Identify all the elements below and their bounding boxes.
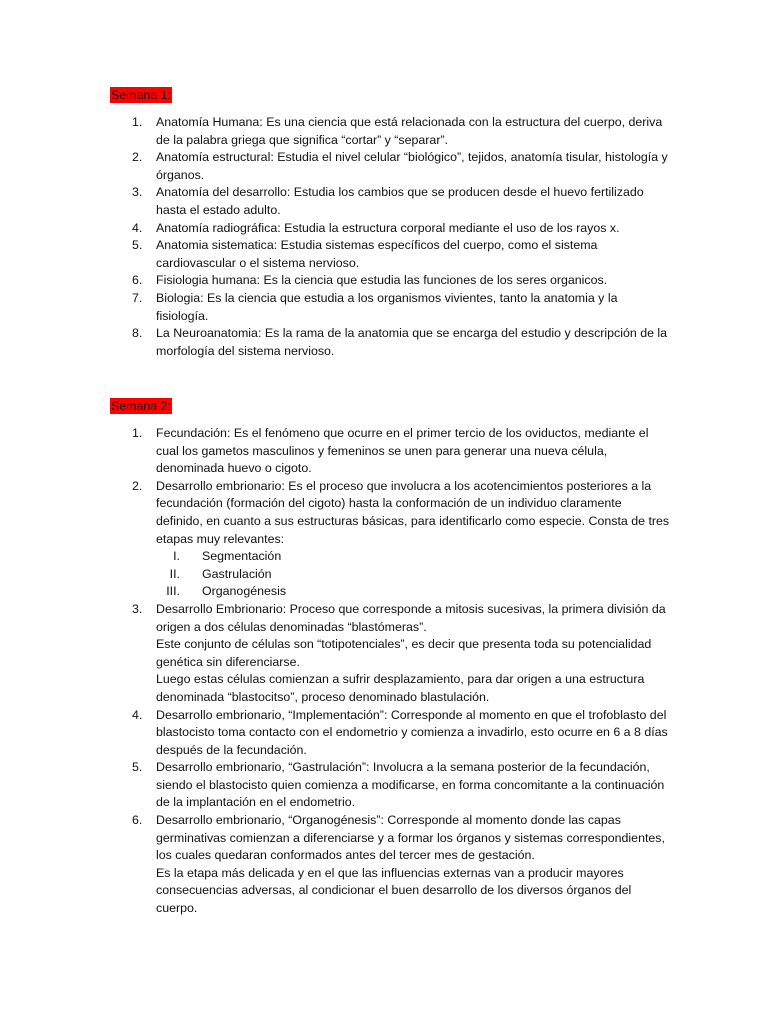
item-text: Anatomía estructural: Estudia el nivel celular “biológico”, tejidos, anatomía tisular, histología y órganos.	[156, 150, 668, 182]
item-number: 7.	[132, 290, 143, 305]
stage-text: Segmentación	[202, 549, 282, 564]
item-text: Fisiologia humana: Es la ciencia que estudia las funciones de los seres organicos.	[156, 273, 608, 288]
week-2-heading-text: Semana 2:	[111, 399, 171, 413]
week-2-heading	[110, 398, 172, 414]
list-item	[110, 184, 670, 219]
week-1-heading-text: Semana 1:	[111, 88, 171, 102]
list-item	[110, 325, 670, 360]
item-text: Anatomia sistematica: Estudia sistemas específicos del cuerpo, como el sistema cardiovascular o el sistema nervioso.	[156, 238, 598, 270]
stages-list	[156, 548, 670, 601]
item-text: Biologia: Es la ciencia que estudia a los organismos vivientes, tanto la anatomia y la fisiología.	[156, 290, 618, 323]
list-item	[110, 478, 670, 601]
item-text: Anatomía Humana: Es una ciencia que está relacionada con la estructura del cuerpo, deriva de la palabra griega que significa “cortar” y “separar”.	[156, 115, 663, 147]
item-text: Desarrollo embrionario, “Implementación”: Corresponde al momento en que el trofoblasto del blastocisto toma contacto con el endometrio y comienza a invadirlo, esto ocurre en 6 a 8 días después de la fecundación.	[156, 707, 668, 757]
list-item	[110, 759, 670, 812]
item-number: 6.	[132, 273, 143, 288]
stage-item	[156, 566, 670, 584]
item-number: 5.	[132, 760, 143, 775]
stage-number: III.	[166, 584, 180, 599]
list-item	[110, 114, 670, 149]
list-item	[110, 425, 670, 478]
list-item	[110, 220, 670, 238]
item-number: 6.	[132, 813, 143, 828]
item-number: 1.	[132, 115, 143, 129]
item-paragraph: Desarrollo Embrionario: Proceso que corresponde a mitosis sucesivas, la primera división da origen a dos células denominadas “blastómeras”.	[156, 601, 666, 634]
item-number: 3.	[132, 601, 143, 616]
week-1-list	[110, 114, 670, 360]
item-paragraph: Desarrollo embrionario, “Organogénesis”: Corresponde al momento donde las capas germinativas comienzan a diferenciarse y a formar los órganos y sistemas correspondientes, los cuales quedaran conformados antes del tercer mes de gestación.	[156, 813, 665, 863]
stage-number: I.	[173, 549, 180, 564]
stage-text: Organogénesis	[202, 584, 287, 599]
item-number: 4.	[132, 707, 143, 722]
stage-number: II.	[169, 566, 180, 581]
list-item	[110, 601, 670, 707]
stage-text: Gastrulación	[202, 566, 272, 581]
item-paragraph: Es la etapa más delicada y en el que las influencias externas van a producir mayores consecuencias adversas, al condicionar el buen desarrollo de los diversos órganos del cuerpo.	[156, 865, 632, 916]
item-number: 1.	[132, 426, 143, 440]
week-1-heading	[110, 87, 172, 103]
item-paragraph: Este conjunto de células son “totipotenciales”, es decir que presenta toda su potencialidad genética sin diferenciarse.	[156, 637, 652, 669]
item-text: Fecundación: Es el fenómeno que ocurre en el primer tercio de los oviductos, mediante el cual los gametos masculinos y femeninos se unen para generar una nueva célula, denominada huevo o cigoto.	[156, 426, 649, 476]
list-item	[110, 272, 670, 290]
item-text: Desarrollo embrionario, “Gastrulación”: Involucra a la semana posterior de la fecundación, siendo el blastocisto quien comienza a modificarse, en forma concomitante a la continuación de la implantación en el endometrio.	[156, 760, 665, 810]
item-number: 2.	[132, 478, 143, 493]
list-item	[110, 707, 670, 760]
item-number: 4.	[132, 220, 143, 235]
item-number: 3.	[132, 185, 143, 200]
stage-item	[156, 548, 670, 566]
item-text: La Neuroanatomia: Es la rama de la anatomia que se encarga del estudio y descripción de la morfología del sistema nervioso.	[156, 326, 668, 358]
item-number: 8.	[132, 326, 143, 341]
list-item	[110, 237, 670, 272]
item-text: Anatomía radiográfica: Estudia la estructura corporal mediante el uso de los rayos x.	[156, 220, 620, 235]
list-item	[110, 812, 670, 918]
item-text: Desarrollo embrionario: Es el proceso que involucra a los acotencimientos posteriores a la fecundación (formación del cigoto) hasta la conformación de un individuo claramente definido, en cuanto a sus estructuras básicas, para identificarlo como especie. Consta de tres etapas muy relevantes:	[156, 478, 670, 546]
item-number: 5.	[132, 238, 143, 253]
item-number: 2.	[132, 150, 143, 165]
list-item	[110, 149, 670, 184]
list-item	[110, 290, 670, 325]
week-2-list	[110, 425, 670, 918]
item-text: Anatomía del desarrollo: Estudia los cambios que se producen desde el huevo fertilizado hasta el estado adulto.	[156, 185, 644, 217]
item-paragraph: Luego estas células comienzan a sufrir desplazamiento, para dar origen a una estructura denominada “blastocitso”, proceso denominado blastulación.	[156, 672, 645, 704]
stage-item	[156, 583, 670, 601]
